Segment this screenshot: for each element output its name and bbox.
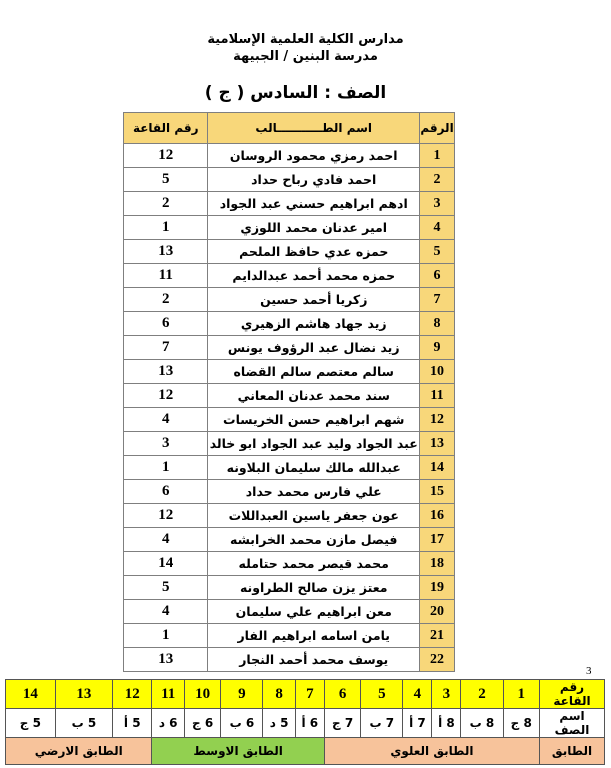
class-title: الصف : السادس ( ج ) — [204, 83, 387, 103]
student-name: سند محمد عدنان المعاني — [208, 384, 420, 408]
legend-room-number: 13 — [55, 680, 112, 709]
row-number: 12 — [420, 408, 455, 432]
legend-class-name: 5 ج — [6, 709, 56, 738]
legend-class-name: 7 أ — [403, 709, 432, 738]
room-number: 1 — [124, 624, 208, 648]
page-number: 3 — [586, 665, 592, 677]
legend-room-number: 3 — [432, 680, 461, 709]
row-number: 10 — [420, 360, 455, 384]
legend-class-name: 6 أ — [295, 709, 324, 738]
student-name: زكريا أحمد حسين — [208, 288, 420, 312]
room-number: 12 — [124, 504, 208, 528]
room-number: 5 — [124, 168, 208, 192]
table-row — [124, 408, 455, 432]
legend-floor-row — [6, 738, 605, 765]
student-name: فيصل مازن محمد الخرابشه — [208, 528, 420, 552]
student-name: احمد رمزي محمود الروسان — [208, 144, 420, 168]
student-name: معتز يزن صالح الطراونه — [208, 576, 420, 600]
row-number: 19 — [420, 576, 455, 600]
row-number: 16 — [420, 504, 455, 528]
student-name: احمد فادي رباح حداد — [208, 168, 420, 192]
room-number: 13 — [124, 360, 208, 384]
student-name: معن ابراهيم علي سليمان — [208, 600, 420, 624]
table-row — [124, 432, 455, 456]
table-row — [124, 144, 455, 168]
table-row — [124, 480, 455, 504]
student-name: علي فارس محمد حداد — [208, 480, 420, 504]
student-name: يوسف محمد أحمد النجار — [208, 648, 420, 672]
col-number-header: الرقم — [420, 113, 455, 144]
student-name: سالم معتصم سالم القضاه — [208, 360, 420, 384]
row-number: 21 — [420, 624, 455, 648]
room-number: 4 — [124, 600, 208, 624]
legend-class-name: 5 ب — [55, 709, 112, 738]
row-number: 22 — [420, 648, 455, 672]
legend-room-number: 12 — [113, 680, 152, 709]
legend-class-label: اسم الصف — [540, 709, 605, 738]
legend-class-name: 6 د — [152, 709, 184, 738]
legend-class-name: 8 ج — [503, 709, 539, 738]
legend-room-number: 4 — [403, 680, 432, 709]
student-name: امير عدنان محمد اللوزي — [208, 216, 420, 240]
row-number: 4 — [420, 216, 455, 240]
row-number: 13 — [420, 432, 455, 456]
room-number: 3 — [124, 432, 208, 456]
legend-room-number: 11 — [152, 680, 184, 709]
legend-class-name: 8 أ — [432, 709, 461, 738]
row-number: 15 — [420, 480, 455, 504]
legend-room-number: 9 — [221, 680, 263, 709]
table-row — [124, 168, 455, 192]
table-row — [124, 360, 455, 384]
row-number: 14 — [420, 456, 455, 480]
row-number: 18 — [420, 552, 455, 576]
table-row — [124, 384, 455, 408]
row-number: 5 — [420, 240, 455, 264]
legend-room-number: 8 — [263, 680, 295, 709]
room-number: 6 — [124, 480, 208, 504]
room-number: 2 — [124, 192, 208, 216]
legend-room-number: 1 — [503, 680, 539, 709]
legend-room-number: 5 — [361, 680, 403, 709]
student-name: عون جعفر ياسين العبداللات — [208, 504, 420, 528]
student-name: حمزه محمد أحمد عبدالدايم — [208, 264, 420, 288]
table-row — [124, 240, 455, 264]
room-number: 13 — [124, 648, 208, 672]
legend-class-name: 8 ب — [461, 709, 503, 738]
table-row — [124, 624, 455, 648]
room-number: 12 — [124, 144, 208, 168]
row-number: 3 — [420, 192, 455, 216]
room-number: 12 — [124, 384, 208, 408]
table-row — [124, 504, 455, 528]
row-number: 9 — [420, 336, 455, 360]
room-number: 7 — [124, 336, 208, 360]
legend-class-name: 7 ب — [361, 709, 403, 738]
table-row — [124, 216, 455, 240]
student-name: زيد نضال عبد الرؤوف يونس — [208, 336, 420, 360]
col-name-header: اسم الطـــــــــــالب — [208, 113, 420, 144]
student-name: عبدالله مالك سليمان البلاونه — [208, 456, 420, 480]
table-row — [124, 456, 455, 480]
table-row — [124, 552, 455, 576]
student-name: يامن اسامه ابراهيم الفار — [208, 624, 420, 648]
legend-room-number: 10 — [184, 680, 220, 709]
legend-room-number: 7 — [295, 680, 324, 709]
col-room-header: رقم القاعة — [124, 113, 208, 144]
room-number: 14 — [124, 552, 208, 576]
row-number: 7 — [420, 288, 455, 312]
table-row — [124, 288, 455, 312]
student-table — [123, 112, 455, 672]
row-number: 2 — [420, 168, 455, 192]
student-name: محمد قيصر محمد حتامله — [208, 552, 420, 576]
table-row — [124, 576, 455, 600]
room-legend — [5, 679, 605, 765]
room-number: 11 — [124, 264, 208, 288]
student-name: شهم ابراهيم حسن الخريسات — [208, 408, 420, 432]
table-row — [124, 648, 455, 672]
student-rows — [124, 144, 455, 672]
room-number: 2 — [124, 288, 208, 312]
legend-room-label: رقم القاعة — [540, 680, 605, 709]
room-number: 4 — [124, 528, 208, 552]
floor-upper: الطابق العلوي — [324, 738, 539, 765]
room-number: 1 — [124, 456, 208, 480]
table-row — [124, 336, 455, 360]
row-number: 8 — [420, 312, 455, 336]
row-number: 17 — [420, 528, 455, 552]
room-number: 6 — [124, 312, 208, 336]
floor-ground: الطابق الارضي — [6, 738, 152, 765]
table-row — [124, 192, 455, 216]
legend-class-name: 7 ج — [324, 709, 360, 738]
floor-middle: الطابق الاوسط — [152, 738, 324, 765]
room-number: 5 — [124, 576, 208, 600]
room-number: 4 — [124, 408, 208, 432]
table-row — [124, 264, 455, 288]
student-name: ادهم ابراهيم حسني عبد الجواد — [208, 192, 420, 216]
legend-room-number: 14 — [6, 680, 56, 709]
school-name: مدارس الكلية العلمية الإسلامية — [207, 32, 404, 47]
row-number: 20 — [420, 600, 455, 624]
legend-class-name: 6 ب — [221, 709, 263, 738]
legend-room-number: 2 — [461, 680, 503, 709]
legend-room-number: 6 — [324, 680, 360, 709]
row-number: 11 — [420, 384, 455, 408]
room-number: 13 — [124, 240, 208, 264]
table-row — [124, 312, 455, 336]
student-name: عبد الجواد وليد عبد الجواد ابو خالد — [208, 432, 420, 456]
table-row — [124, 528, 455, 552]
legend-floor-label: الطابق — [540, 738, 605, 765]
row-number: 6 — [420, 264, 455, 288]
school-branch: مدرسة البنين / الجبيهة — [233, 49, 378, 64]
student-name: حمزه عدي حافظ الملحم — [208, 240, 420, 264]
legend-room-row — [6, 680, 605, 709]
legend-class-name: 6 ج — [184, 709, 220, 738]
row-number: 1 — [420, 144, 455, 168]
student-name: زيد جهاد هاشم الزهيري — [208, 312, 420, 336]
legend-class-name: 5 أ — [113, 709, 152, 738]
legend-class-name: 5 د — [263, 709, 295, 738]
legend-class-row — [6, 709, 605, 738]
table-header-row — [124, 113, 455, 144]
room-number: 1 — [124, 216, 208, 240]
table-row — [124, 600, 455, 624]
